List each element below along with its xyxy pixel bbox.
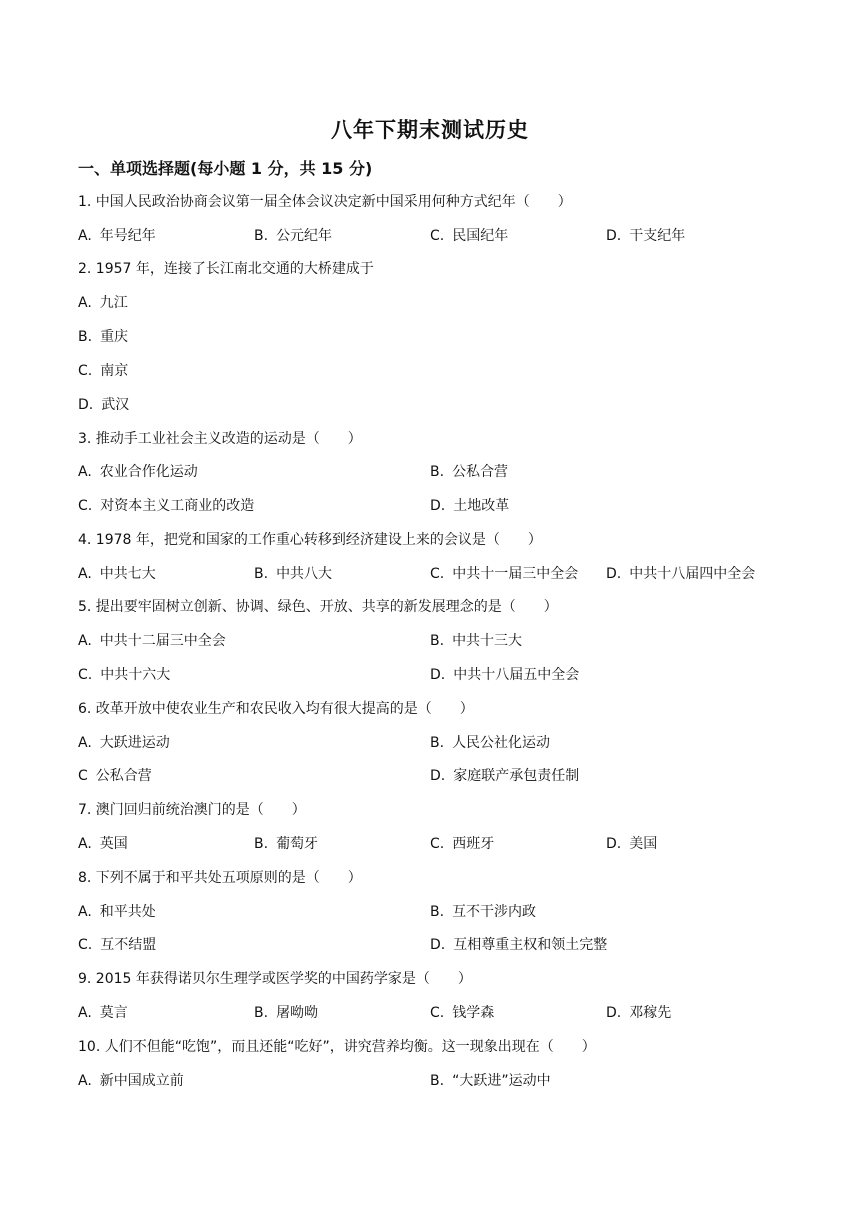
question-4-option-b: B. 中共八大 [254,566,333,582]
question-7-stem: 7. 澳门回归前统治澳门的是（ ） [78,802,306,818]
question-1-option-d: D. 干支纪年 [606,228,686,244]
question-6-option-b: B. 人民公社化运动 [430,735,551,751]
question-2-option-d: D. 武汉 [78,397,130,413]
question-8-option-b: B. 互不干涉内政 [430,904,537,920]
question-5-option-b: B. 中共十三大 [430,633,523,649]
question-4-option-c: C. 中共十一届三中全会 [430,566,579,582]
question-9-stem: 9. 2015 年获得诺贝尔生理学或医学奖的中国药学家是（ ） [78,971,472,987]
question-5-option-d: D. 中共十八届五中全会 [430,667,580,683]
question-7-option-b: B. 葡萄牙 [254,836,319,852]
question-3-option-a: A. 农业合作化运动 [78,464,198,480]
question-8-option-d: D. 互相尊重主权和领土完整 [430,937,608,953]
question-8-option-c: C. 互不结盟 [78,937,157,953]
question-6-option-a: A. 大跃进运动 [78,735,170,751]
question-10-option-b: B. “大跃进”运动中 [430,1073,551,1089]
question-10-stem: 10. 人们不但能“吃饱”，而且还能“吃好”，讲究营养均衡。这一现象出现在（ ） [78,1039,596,1055]
question-4-option-d: D. 中共十八届四中全会 [606,566,756,582]
question-5-option-a: A. 中共十二届三中全会 [78,633,226,649]
question-4-option-a: A. 中共七大 [78,566,156,582]
question-5-option-c: C. 中共十六大 [78,667,171,683]
page-title: 八年下期末测试历史 [331,118,529,142]
question-2-stem: 2. 1957 年，连接了长江南北交通的大桥建成于 [78,261,374,277]
question-5-stem: 5. 提出要牢固树立创新、协调、绿色、开放、共享的新发展理念的是（ ） [78,599,558,615]
question-3-option-c: C. 对资本主义工商业的改造 [78,498,255,514]
question-6-option-d: D. 家庭联产承包责任制 [430,768,580,784]
question-8-option-a: A. 和平共处 [78,904,156,920]
question-9-option-b: B. 屠呦呦 [254,1005,319,1021]
question-7-option-c: C. 西班牙 [430,836,495,852]
question-6-option-c: C 公私合营 [78,768,152,784]
question-4-stem: 4. 1978 年，把党和国家的工作重心转移到经济建设上来的会议是（ ） [78,532,542,548]
question-10-option-a: A. 新中国成立前 [78,1073,184,1089]
question-3-stem: 3. 推动手工业社会主义改造的运动是（ ） [78,431,362,447]
question-7-option-a: A. 英国 [78,836,128,852]
question-2-option-b: B. 重庆 [78,329,129,345]
question-7-option-d: D. 美国 [606,836,658,852]
question-9-option-d: D. 邓稼先 [606,1005,672,1021]
question-1-option-b: B. 公元纪年 [254,228,333,244]
question-1-option-a: A. 年号纪年 [78,228,156,244]
question-3-option-d: D. 土地改革 [430,498,510,514]
section-heading: 一、单项选择题(每小题 1 分，共 15 分) [78,159,373,178]
question-8-stem: 8. 下列不属于和平共处五项原则的是（ ） [78,870,362,886]
question-2-option-a: A. 九江 [78,295,128,311]
question-1-option-c: C. 民国纪年 [430,228,509,244]
question-1-stem: 1. 中国人民政治协商会议第一届全体会议决定新中国采用何种方式纪年（ ） [78,194,572,210]
question-6-stem: 6. 改革开放中使农业生产和农民收入均有很大提高的是（ ） [78,701,474,717]
question-9-option-a: A. 莫言 [78,1005,128,1021]
question-9-option-c: C. 钱学森 [430,1005,495,1021]
question-3-option-b: B. 公私合营 [430,464,509,480]
question-2-option-c: C. 南京 [78,363,129,379]
